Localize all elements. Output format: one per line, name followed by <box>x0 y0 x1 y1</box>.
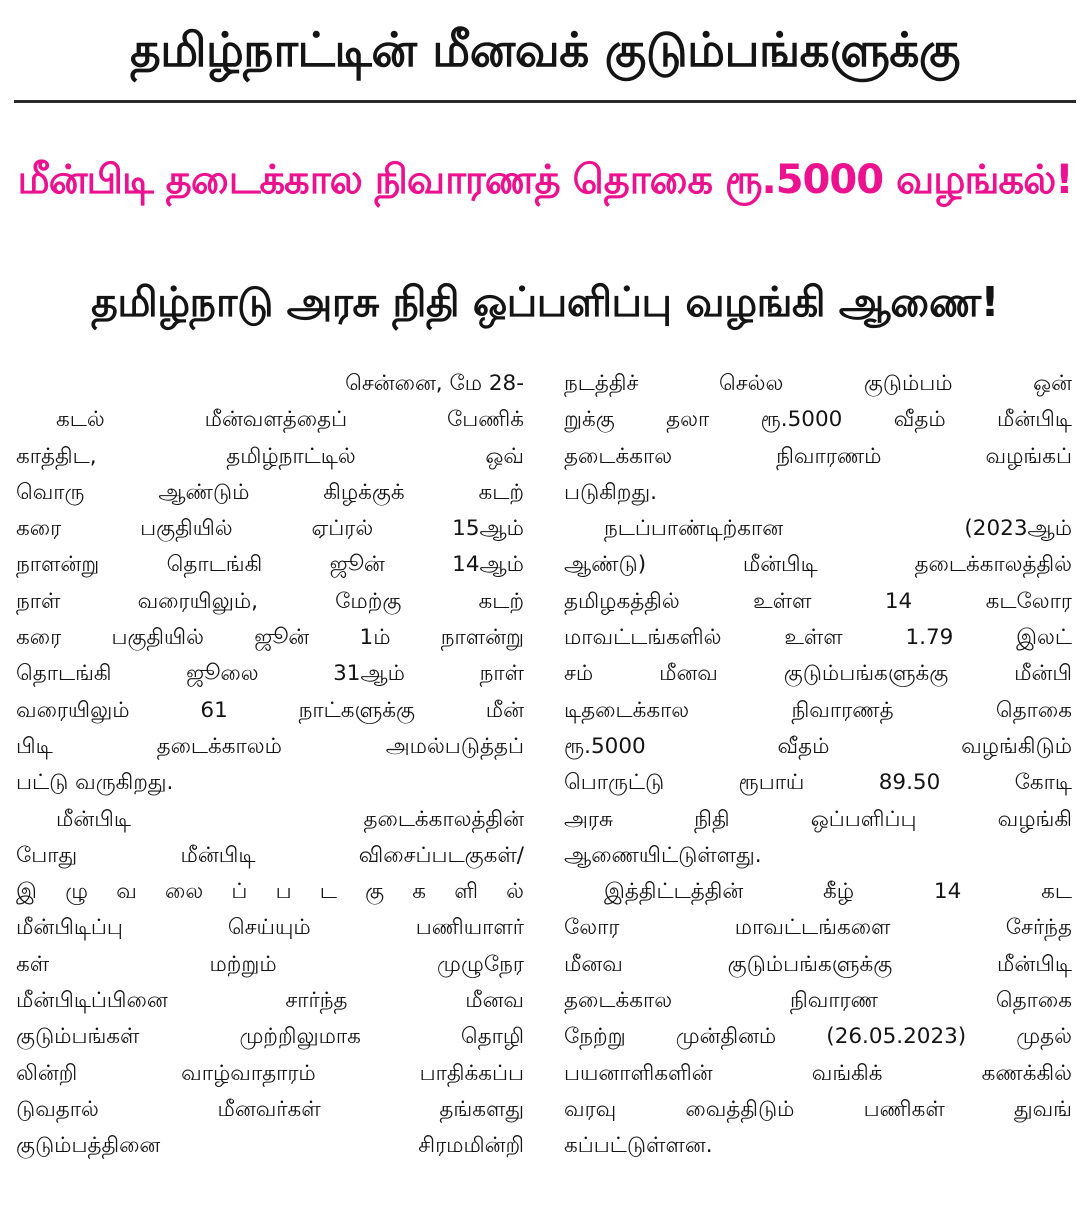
article-line: காத்திட, தமிழ்நாட்டில் ஒவ் <box>16 443 524 469</box>
article-line: கரை பகுதியில் ஏப்ரல் 15ஆம் <box>16 516 524 542</box>
article-line: இ ழு வ லை ப் ப ட கு க ளி ல் <box>16 879 524 905</box>
article-line: மீன்பிடிப்பினை சார்ந்த மீனவ <box>16 988 524 1014</box>
article-line: கடல் மீன்வளத்தைப் பேணிக் <box>56 407 524 433</box>
article-line: தடைக்கால நிவாரணம் வழங்கப் <box>564 443 1072 469</box>
subheadline: தமிழ்நாடு அரசு நிதி ஒப்பளிப்பு வழங்கி ஆணை! <box>91 278 999 326</box>
article-line: டிதடைக்கால நிவாரணத் தொகை <box>564 697 1072 723</box>
article-line: நடத்திச் செல்ல குடும்பம் ஒன் <box>564 371 1072 396</box>
headline: மீன்பிடி தடைக்கால நிவாரணத் தொகை ரூ.5000 வழங்கல்! <box>17 157 1073 203</box>
article-line: படுகிறது. <box>564 479 657 505</box>
article-line: றுக்கு தலா ரூ.5000 வீதம் மீன்பிடி <box>564 407 1072 433</box>
article-line: வொரு ஆண்டும் கிழக்குக் கடற் <box>16 479 524 505</box>
article-line: மீன்பிடி தடைக்காலத்தின் <box>56 806 524 832</box>
kicker-title: தமிழ்நாட்டின் மீனவக் குடும்பங்களுக்கு <box>130 23 960 78</box>
article-line: மீனவ குடும்பங்களுக்கு மீன்பிடி <box>564 951 1072 977</box>
article-line: வரையிலும் 61 நாட்களுக்கு மீன் <box>16 697 524 723</box>
article-line: அரசு நிதி ஒப்பளிப்பு வழங்கி <box>564 806 1072 832</box>
article-column-right <box>564 366 1072 1165</box>
article-line: லின்றி வாழ்வாதாரம் பாதிக்கப்ப <box>16 1060 524 1086</box>
article-line: போது மீன்பிடி விசைப்படகுகள்/ <box>16 842 524 868</box>
article-line: நாள் வரையிலும், மேற்கு கடற் <box>16 588 524 614</box>
article-line: ரூ.5000 வீதம் வழங்கிடும் <box>564 733 1072 759</box>
article-line: பிடி தடைக்காலம் அமல்படுத்தப் <box>16 733 524 759</box>
article-line: பொருட்டு ரூபாய் 89.50 கோடி <box>564 770 1072 796</box>
article-line: குடும்பங்கள் முற்றிலுமாக தொழி <box>16 1024 524 1050</box>
article-line: டுவதால் மீனவர்கள் தங்களது <box>16 1096 524 1122</box>
article-line: கரை பகுதியில் ஜூன் 1ம் நாளன்று <box>16 625 524 651</box>
article-line: வரவு வைத்திடும் பணிகள் துவங் <box>564 1096 1072 1122</box>
article-line: கள் மற்றும் முழுநேர <box>16 951 524 977</box>
article-line: லோர மாவட்டங்களை சேர்ந்த <box>564 915 1072 941</box>
article-line: ஆண்டு) மீன்பிடி தடைக்காலத்தில் <box>564 552 1072 578</box>
article-line: மாவட்டங்களில் உள்ள 1.79 இலட் <box>564 625 1072 651</box>
article-column-left <box>16 366 524 1165</box>
article-line: சம் மீனவ குடும்பங்களுக்கு மீன்பி <box>564 661 1072 687</box>
article-line: தடைக்கால நிவாரண தொகை <box>564 988 1072 1014</box>
article-line: பயனாளிகளின் வங்கிக் கணக்கில் <box>564 1060 1072 1086</box>
dateline: சென்னை, மே 28- <box>345 371 524 396</box>
article-line: மீன்பிடிப்பு செய்யும் பணியாளர் <box>16 915 524 941</box>
article-line: நாளன்று தொடங்கி ஜூன் 14ஆம் <box>16 552 524 578</box>
article-line: குடும்பத்தினை சிரமமின்றி <box>16 1133 524 1159</box>
divider-rule <box>14 100 1076 103</box>
article-line: நேற்று முன்தினம் (26.05.2023) முதல் <box>564 1024 1072 1050</box>
article-line: தமிழகத்தில் உள்ள 14 கடலோர <box>564 588 1072 614</box>
article-line: தொடங்கி ஜூலை 31ஆம் நாள் <box>16 661 524 687</box>
article-line: கப்பட்டுள்ளன. <box>564 1133 713 1159</box>
article-line: பட்டு வருகிறது. <box>16 770 174 796</box>
article-line: ஆணையிட்டுள்ளது. <box>564 842 762 868</box>
article-line: நடப்பாண்டிற்கான (2023ஆம் <box>604 516 1072 542</box>
article-line: இத்திட்டத்தின் கீழ் 14 கட <box>604 879 1072 905</box>
